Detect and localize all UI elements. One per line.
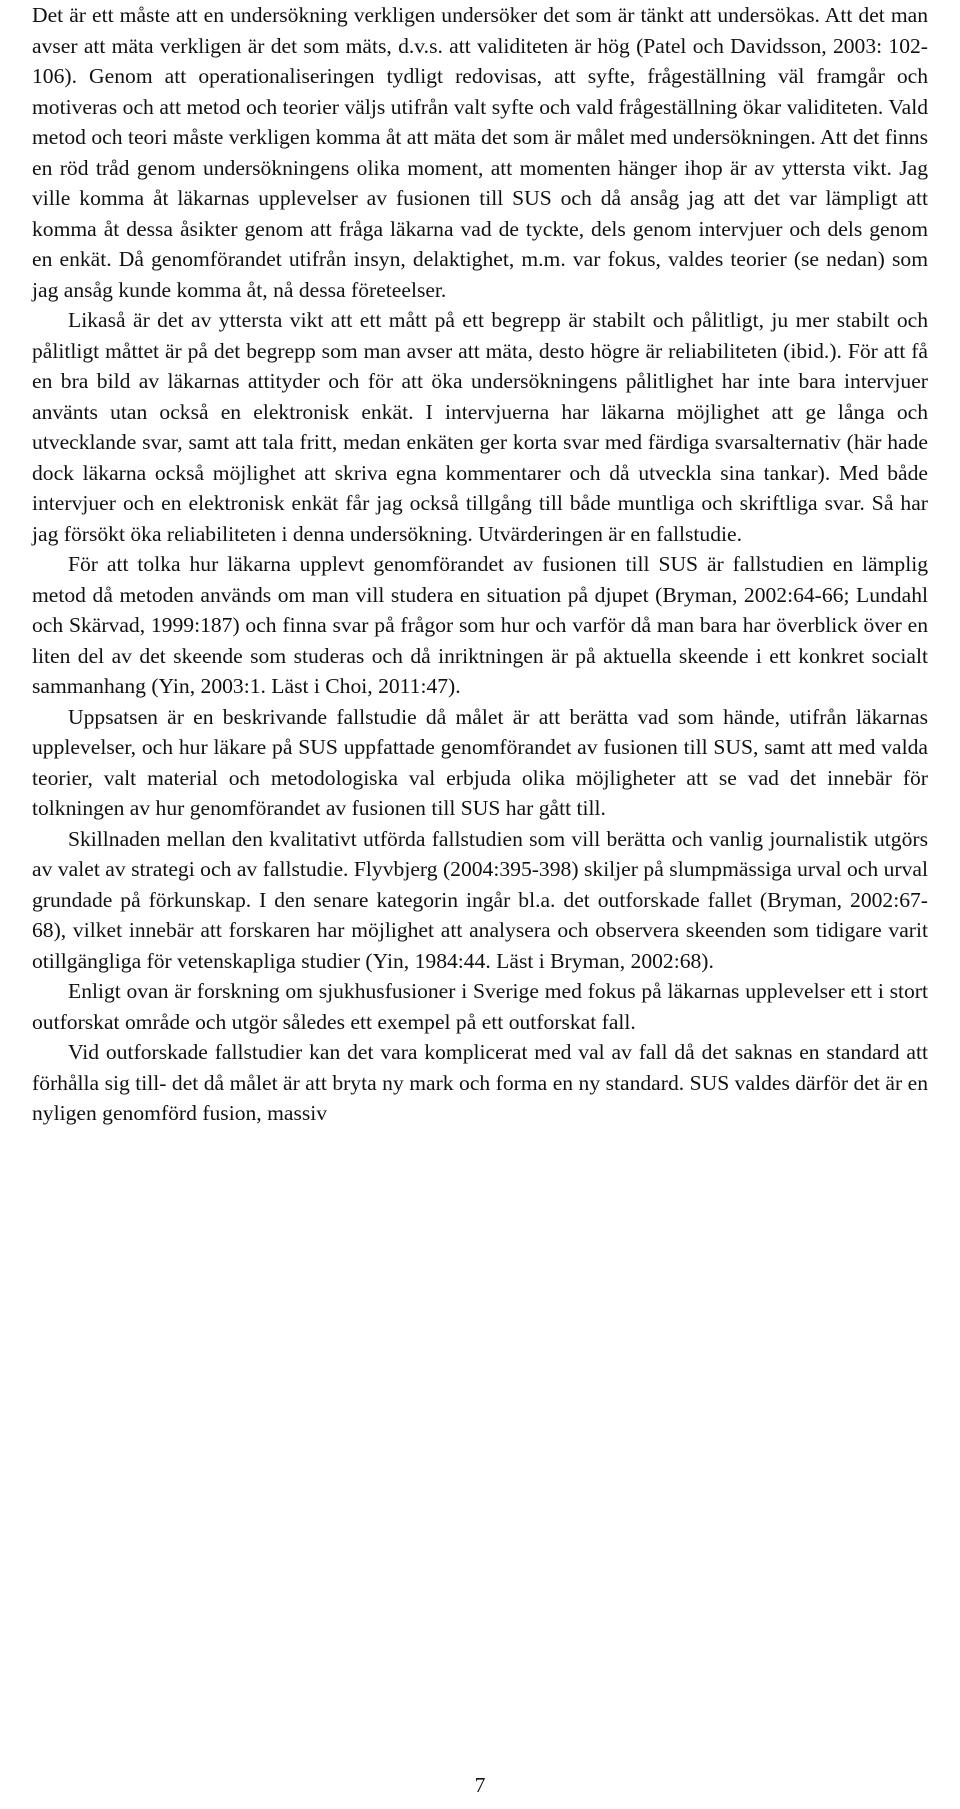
paragraph-reliability: Likaså är det av yttersta vikt att ett mått på ett begrepp är stabilt och pålitligt, ju mer stabilt och pålitligt måttet är på det begrepp som man avser att mäta, desto högre är reliabiliteten (ibid.). För att få en bra bild av läkarnas attityder och för att öka undersökningens pålitlighet har inte bara intervjuer använts utan också en elektronisk enkät. I intervjuerna har läkarna möjlighet att ge långa och utvecklande svar, samt att tala fritt, medan enkäten ger korta svar med färdiga svarsalternativ (här hade dock läkarna också möjlighet att skriva egna kommentarer och då utveckla sina tankar). Med både intervjuer och en elektronisk enkät får jag också tillgång till både muntliga och skriftliga svar. Så har jag försökt öka reliabiliteten i denna undersökning. Utvärderingen är en fallstudie. — [32, 308, 928, 546]
paragraph-journalism-difference: Skillnaden mellan den kvalitativt utförda fallstudien som vill berätta och vanlig journalistik utgörs av valet av strategi och av fallstudie. Flyvbjerg (2004:395-398) skiljer på slumpmässiga urval och urval grundade på förkunskap. I den senare kategorin ingår bl.a. det outforskade fallet (Bryman, 2002:67-68), vilket innebär att forskaren har möjlighet att analysera och observera skeenden som tidigare varit otillgängliga för vetenskapliga studier (Yin, 1984:44. Läst i Bryman, 2002:68). — [32, 826, 928, 973]
page-number: 7 — [474, 1773, 486, 1797]
document-page — [32, 0, 928, 1129]
paragraph-descriptive-case-study: Uppsatsen är en beskrivande fallstudie då målet är att berätta vad som hände, utifrån läkarnas upplevelser, och hur läkare på SUS uppfattade genomförandet av fusionen till SUS, samt att med valda teorier, valt material och metodologiska val erbjuda olika möjligheter att se vad det innebär för tolkningen av hur genomförandet av fusionen till SUS har gått till. — [32, 704, 928, 820]
paragraph-validity: Det är ett måste att en undersökning verkligen undersöker det som är tänkt att undersökas. Att det man avser att mäta verkligen är det som mäts, d.v.s. att validiteten är hög (Patel och Davidsson, 2003: 102-106). Genom att operationaliseringen tydligt redovisas, att syfte, frågeställning väl framgår och motiveras och att metod och teorier väljs utifrån valt syfte och vald frågeställning ökar validiteten. Vald metod och teori måste verkligen komma åt att mäta det som är målet med undersökningen. Att det finns en röd tråd genom undersökningens olika moment, att momenten hänger ihop är av yttersta vikt. Jag ville komma åt läkarnas upplevelser av fusionen till SUS och då ansåg jag att det var lämpligt att komma åt dessa åsikter genom att fråga läkarna vad de tyckte, dels genom intervjuer och dels genom en enkät. Då genomförandet utifrån insyn, delaktighet, m.m. var fokus, valdes teorier (se nedan) som jag ansåg kunde komma åt, nå dessa företeelser. — [32, 3, 928, 302]
paragraph-case-study-method: För att tolka hur läkarna upplevt genomförandet av fusionen till SUS är fallstudien en lämplig metod då metoden används om man vill studera en situation på djupet (Bryman, 2002:64-66; Lundahl och Skärvad, 1999:187) och finna svar på frågor som hur och varför då man bara har överblick över en liten del av det skeende som studeras och då inriktningen är på aktuella skeende i ett konkret socialt sammanhang (Yin, 2003:1. Läst i Choi, 2011:47). — [32, 552, 928, 698]
paragraph-unexplored-case-studies: Vid outforskade fallstudier kan det vara komplicerat med val av fall då det saknas en standard att förhålla sig till- det då målet är att bryta ny mark och forma en ny standard. SUS valdes därför det är en nyligen genomförd fusion, massiv — [32, 1040, 928, 1125]
paragraph-unexplored-field: Enligt ovan är forskning om sjukhusfusioner i Sverige med fokus på läkarnas upplevelser ett i stort outforskat område och utgör således ett exempel på ett outforskat fall. — [32, 979, 928, 1034]
